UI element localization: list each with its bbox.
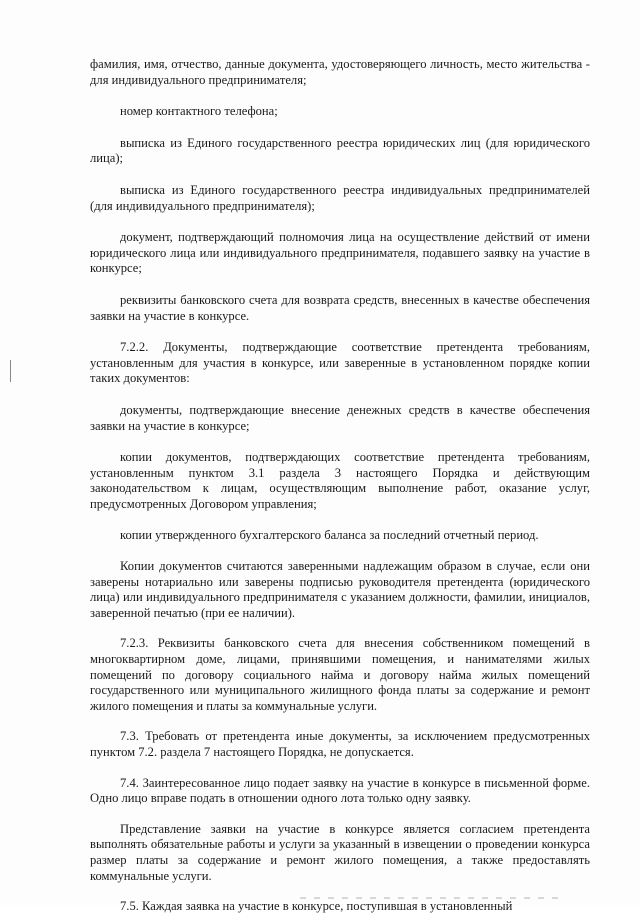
paragraph-7-2-2: 7.2.2. Документы, подтверждающие соответствие претендента требованиям, установленным для участия в конкурсе, или заверенные в установленном порядке копии таких документов: [90, 340, 590, 386]
document-body [90, 57, 590, 915]
paragraph-compliance-copies: копии документов, подтверждающих соответствие претендента требованиям, установленным пунктом 3.1 раздела 3 настоящего Порядка и действующим законодательством к лицам, осуществляющим выполнение работ, оказание услуг, предусмотренных Договором управления; [90, 450, 590, 511]
scan-bottom-artifact [300, 897, 560, 899]
paragraph-identity-data: фамилия, имя, отчество, данные документа, удостоверяющего личность, место жительства - для индивидуального предпринимателя; [90, 57, 590, 87]
paragraph-7-2-3: 7.2.3. Реквизиты банковского счета для внесения собственником помещений в многоквартирном доме, лицами, принявшими помещения, и нанимателями жилых помещений по договору социального найма и договору найма жилых помещений государственного или муниципального жилищного фонда платы за содержание и ремонт жилого помещения и платы за коммунальные услуги. [90, 636, 590, 713]
paragraph-balance-copies: копии утвержденного бухгалтерского баланса за последний отчетный период. [120, 528, 539, 543]
paragraph-consent: Представление заявки на участие в конкурсе является согласием претендента выполнять обязательные работы и услуги за указанный в извещении о проведении конкурса размер платы за содержание и ремонт жилого помещения, а также предоставлять коммунальные услуги. [90, 821, 590, 883]
paragraph-egrip-extract: выписка из Единого государственного реестра индивидуальных предпринимателей (для индивидуального предпринимателя); [90, 182, 590, 213]
paragraph-7-4: 7.4. Заинтересованное лицо подает заявку на участие в конкурсе в письменной форме. Одно лицо вправе подать в отношении одного лота только одну заявку. [90, 775, 590, 806]
paragraph-egrul-extract: выписка из Единого государственного реестра юридических лиц (для юридического лица); [90, 135, 590, 166]
paragraph-phone: номер контактного телефона; [120, 104, 278, 119]
scan-margin-mark [10, 360, 11, 382]
paragraph-authority-document: документ, подтверждающий полномочия лица на осуществление действий от имени юридического лица или индивидуального предпринимателя, подавшего заявку на участие в конкурсе; [90, 230, 590, 276]
paragraph-7-5: 7.5. Каждая заявка на участие в конкурсе, поступившая в установленный [120, 899, 513, 914]
paragraph-bank-details: реквизиты банковского счета для возврата средств, внесенных в качестве обеспечения заявки на участие в конкурсе. [90, 292, 590, 323]
paragraph-7-3: 7.3. Требовать от претендента иные документы, за исключением предусмотренных пунктом 7.2. раздела 7 настоящего Порядка, не допускается. [90, 729, 590, 759]
paragraph-certified-copies: Копии документов считаются заверенными надлежащим образом в случае, если они заверены нотариально или заверены подписью руководителя претендента (юридического лица) или индивидуального предпринимателя с указанием должности, фамилии, инициалов, заверенной печатью (при ее наличии). [90, 559, 590, 620]
paragraph-deposit-documents: документы, подтверждающие внесение денежных средств в качестве обеспечения заявки на участие в конкурсе; [90, 402, 590, 433]
